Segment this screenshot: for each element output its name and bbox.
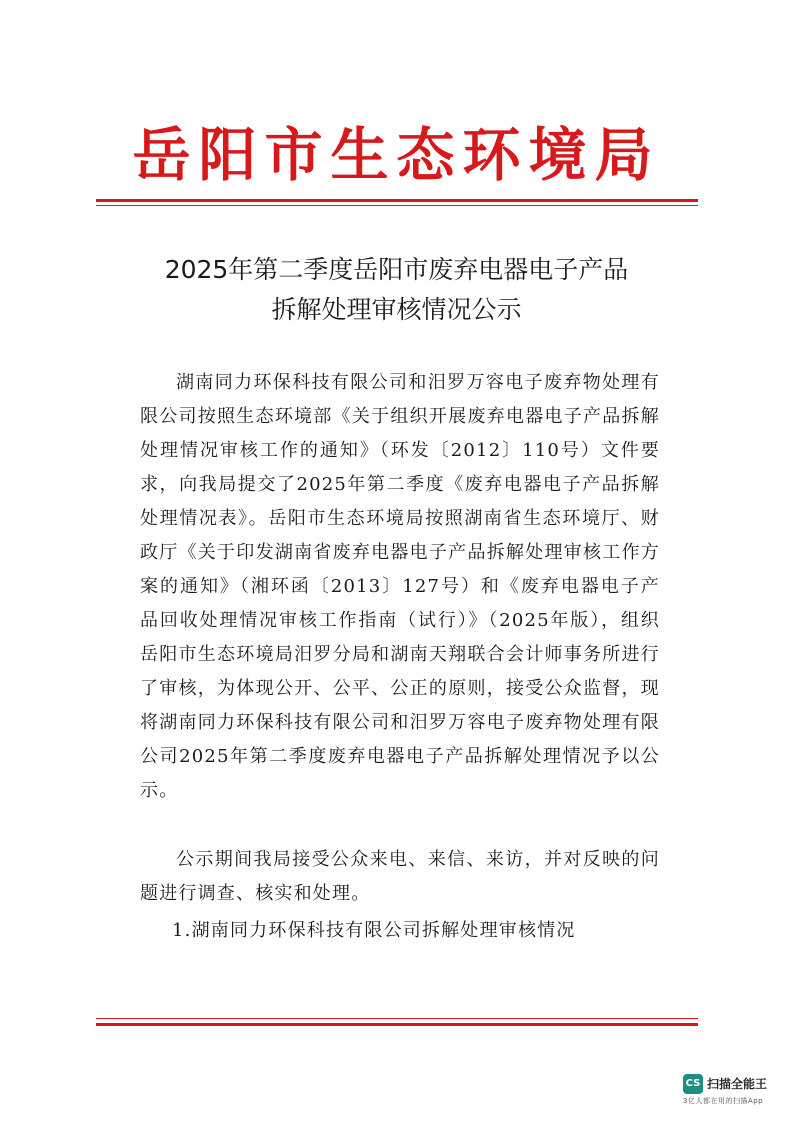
scanner-app-name: 扫描全能王 <box>707 1077 768 1091</box>
header-red-rule-thick <box>96 199 698 202</box>
document-title-line-1: 2025年第二季度岳阳市废弃电器电子产品 <box>164 255 629 284</box>
header-red-rule-thin <box>96 205 698 206</box>
body-paragraph-2: 公示期间我局接受公众来电、来信、来访，并对反映的问题进行调查、核实和处理。 <box>140 849 660 904</box>
section-heading-1: 1.湖南同力环保科技有限公司拆解处理审核情况 <box>172 920 576 941</box>
scanner-watermark <box>683 1072 788 1112</box>
document-title-line-2: 拆解处理审核情况公示 <box>271 295 522 324</box>
body-paragraph-1: 湖南同力环保科技有限公司和汨罗万容电子废弃物处理有限公司按照生态环境部《关于组织开展废弃电器电子产品拆解处理情况审核工作的通知》（环发〔2012〕110号）文件要求，向我局提交了2025年第二季度《废弃电器电子产品拆解处理情况表》。岳阳市生态环境局按照湖南省生态环境厅、财政厅《关于印发湖南省废弃电器电子产品拆解处理审核工作方案的通知》（湘环函〔2013〕127号）和《废弃电器电子产品回收处理情况审核工作指南（试行）》（2025年版），组织岳阳市生态环境局汨罗分局和湖南天翔联合会计师事务所进行了审核，为体现公开、公平、公正的原则，接受公众监督，现将湖南同力环保科技有限公司和汨罗万容电子废弃物处理有限公司2025年第二季度废弃电器电子产品拆解处理情况予以公示。 <box>140 372 660 801</box>
camscanner-logo-icon: CS <box>683 1074 703 1094</box>
footer-red-rule-thin <box>96 1018 698 1019</box>
issuing-organization-header: 岳阳市生态环境局 <box>132 121 661 189</box>
footer-red-rule-thick <box>96 1023 698 1026</box>
scanner-tagline: 3亿人都在用的扫描App <box>683 1097 764 1105</box>
